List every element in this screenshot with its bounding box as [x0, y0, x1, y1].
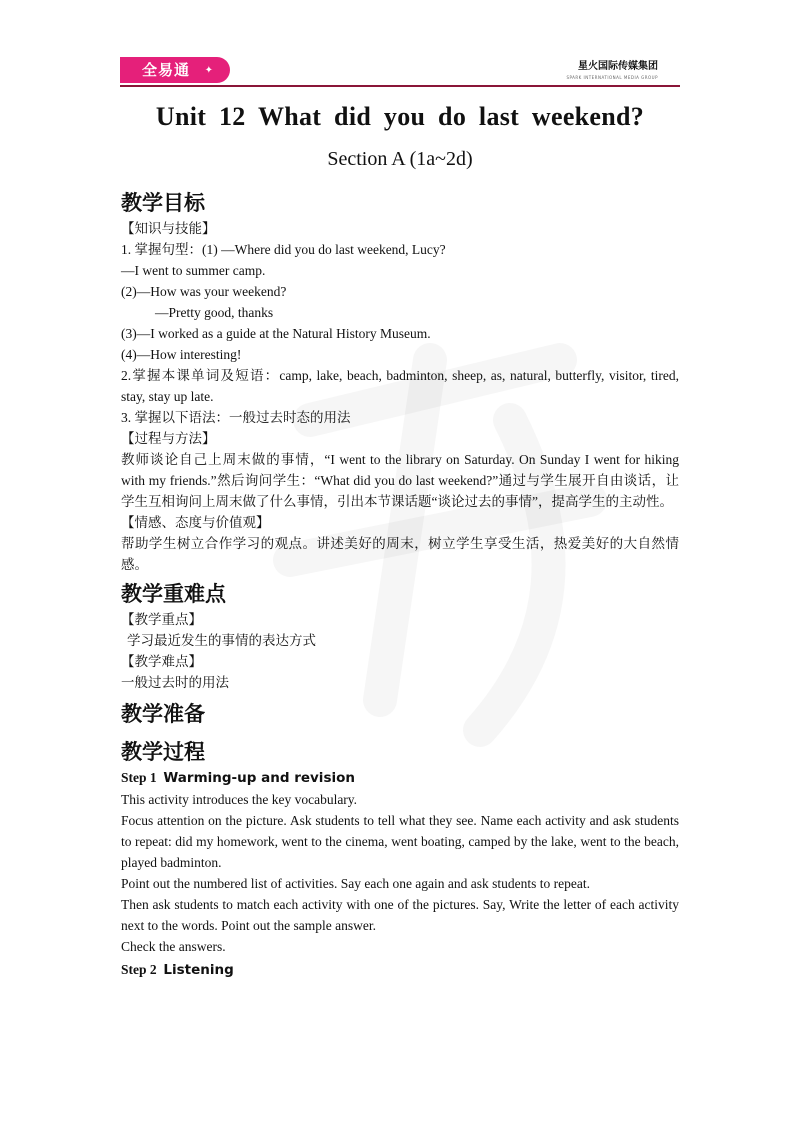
objective-line: 2.掌握本课单词及短语：camp, lake, beach, badminton, sheep, as, natural, butterfly, visitor, tired, stay, stay up late.: [121, 368, 679, 404]
emotion-text: 帮助学生树立合作学习的观点。讲述美好的周末，树立学生享受生活，热爱美好的大自然情感。: [121, 536, 679, 572]
objective-line: (3)—I worked as a guide at the Natural History Museum.: [121, 326, 431, 341]
header-divider: [120, 85, 680, 87]
step-paragraph: This activity introduces the key vocabulary.: [121, 792, 358, 807]
page-header: [120, 57, 680, 87]
brand-logo: [120, 57, 230, 83]
lesson-content: [121, 188, 679, 981]
objective-line: —I went to summer camp.: [121, 263, 266, 278]
objective-line: (4)—How interesting!: [121, 347, 242, 362]
focus-label: 【教学重点】: [121, 612, 202, 627]
step-1-title: [121, 767, 679, 789]
objective-line: (2)—How was your weekend?: [121, 284, 287, 299]
step-name: Listening: [163, 962, 234, 978]
logo-text: 全易通: [142, 61, 191, 79]
process-text: 教师谈论自己上周末做的事情，“I went to the library on Saturday. On Sunday I went for hiking with my friends.”然后询问学生：“What did you do last weekend?”通过与学生展开自由谈话，让学生互相询问上周末做了什么事情，引出本节课话题“谈论过去的事情”，提高学生的主动性。: [121, 452, 679, 509]
step-paragraph: Check the answers.: [121, 939, 226, 954]
step-paragraph: Point out the numbered list of activities. Say each one again and ask students to repeat.: [121, 876, 591, 891]
step-label: Step 1: [121, 770, 157, 785]
heading-objectives: 教学目标: [121, 191, 205, 215]
process-label: 【过程与方法】: [121, 431, 216, 446]
sparkle-icon: ✦: [204, 65, 214, 76]
step-label: Step 2: [121, 962, 157, 977]
objective-line: 1. 掌握句型：(1) —Where did you do last weekend, Lucy?: [121, 242, 446, 257]
section-subtitle: Section A (1a~2d): [327, 148, 473, 170]
publisher-subname: SPARK INTERNATIONAL MEDIA GROUP: [566, 75, 658, 80]
page-title: Unit 12 What did you do last weekend?: [155, 102, 645, 131]
objective-line: —Pretty good, thanks: [155, 305, 274, 320]
objective-line: 3. 掌握以下语法：一般过去时态的用法: [121, 410, 351, 425]
difficulty-text: 一般过去时的用法: [121, 675, 229, 690]
heading-procedure: 教学过程: [121, 740, 205, 764]
heading-preparation: 教学准备: [121, 702, 205, 726]
publisher-name: 星火国际传媒集团: [578, 61, 658, 72]
publisher-brand: [566, 61, 658, 83]
difficulty-label: 【教学难点】: [121, 654, 202, 669]
emotion-label: 【情感、态度与价值观】: [121, 515, 270, 530]
step-paragraph: Then ask students to match each activity with one of the pictures. Say, Write the letter of each activity next to the words. Point out the sample answer.: [121, 897, 679, 933]
heading-key-points: 教学重难点: [121, 582, 226, 606]
step-2-title: [121, 959, 679, 981]
step-name: Warming-up and revision: [163, 770, 355, 786]
focus-text: 学习最近发生的事情的表达方式: [127, 633, 316, 648]
knowledge-label: 【知识与技能】: [121, 221, 216, 236]
step-paragraph: Focus attention on the picture. Ask students to tell what they see. Name each activity and ask students to repeat: did my homework, went to the cinema, went boating, camped by the lake, went to the beach, played badminton.: [121, 813, 679, 870]
